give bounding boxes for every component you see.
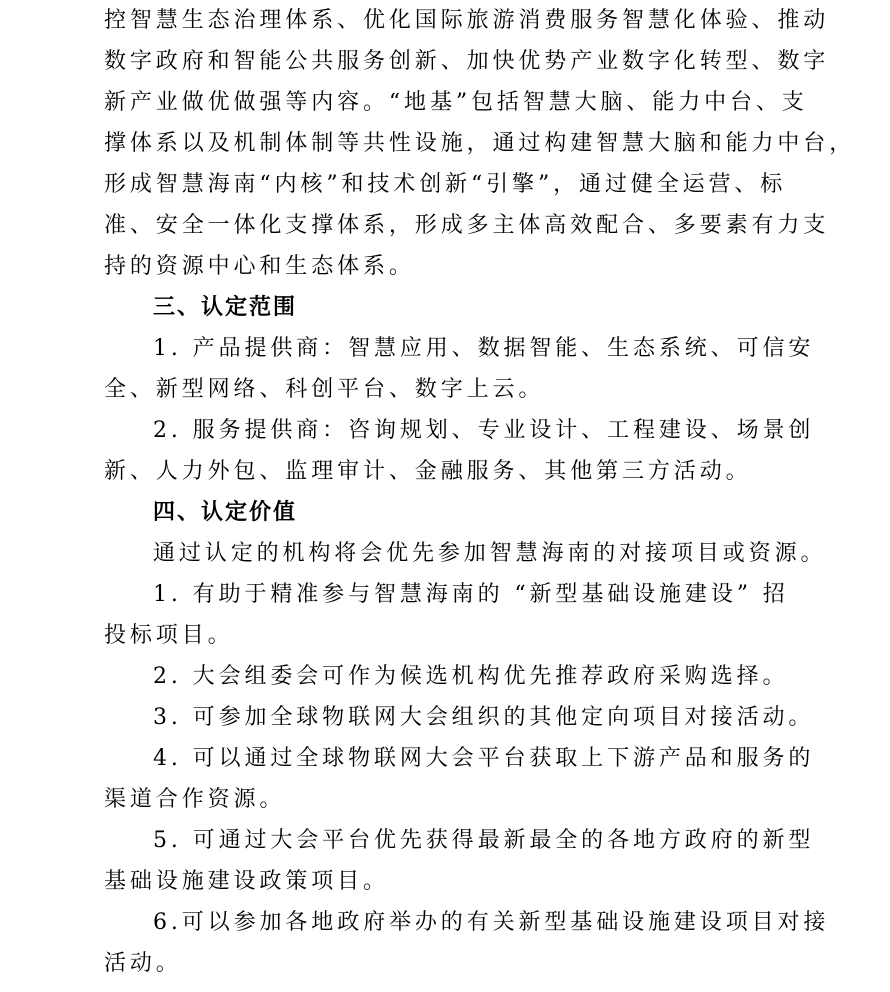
list-item: 4. 可以通过全球物联网大会平台获取上下游产品和服务的 xyxy=(153,746,815,771)
list-item: 3. 可参加全球物联网大会组织的其他定向项目对接活动。 xyxy=(153,705,815,730)
paragraph-line: 准、安全一体化支撑体系，形成多主体高效配合、多要素有力支 xyxy=(104,213,830,238)
list-item-continuation: 渠道合作资源。 xyxy=(104,787,286,812)
paragraph-line: 新产业做优做强等内容。“地基”包括智慧大脑、能力中台、支 xyxy=(104,90,808,115)
list-item: 5. 可通过大会平台优先获得最新最全的各地方政府的新型 xyxy=(153,828,815,853)
section-heading-scope: 三、认定范围 xyxy=(153,294,298,320)
paragraph-line: 通过认定的机构将会优先参加智慧海南的对接项目或资源。 xyxy=(153,541,827,566)
list-item: 6.可以参加各地政府举办的有关新型基础设施建设项目对接 xyxy=(153,910,830,935)
list-item: 1. 产品提供商：智慧应用、数据智能、生态系统、可信安 xyxy=(153,336,815,361)
paragraph-line: 持的资源中心和生态体系。 xyxy=(104,254,415,279)
list-item: 2. 大会组委会可作为候选机构优先推荐政府采购选择。 xyxy=(153,664,789,689)
list-item-continuation: 活动。 xyxy=(104,951,182,976)
paragraph-line: 数字政府和智能公共服务创新、加快优势产业数字化转型、数字 xyxy=(104,49,830,74)
list-item-continuation: 投标项目。 xyxy=(104,623,234,648)
section-heading-value: 四、认定价值 xyxy=(153,499,298,525)
list-item-continuation: 全、新型网络、科创平台、数字上云。 xyxy=(104,377,545,402)
list-item: 1. 有助于精准参与智慧海南的 “新型基础设施建设” 招 xyxy=(153,582,789,607)
paragraph-line: 撑体系以及机制体制等共性设施，通过构建智慧大脑和能力中台， xyxy=(104,131,856,156)
paragraph-line: 形成智慧海南“内核”和技术创新“引擎”，通过健全运营、标 xyxy=(104,172,787,197)
list-item-continuation: 新、人力外包、监理审计、金融服务、其他第三方活动。 xyxy=(104,459,752,484)
list-item: 2. 服务提供商：咨询规划、专业设计、工程建设、场景创 xyxy=(153,418,815,443)
list-item-continuation: 基础设施建设政策项目。 xyxy=(104,869,389,894)
paragraph-line: 控智慧生态治理体系、优化国际旅游消费服务智慧化体验、推动 xyxy=(104,8,830,33)
